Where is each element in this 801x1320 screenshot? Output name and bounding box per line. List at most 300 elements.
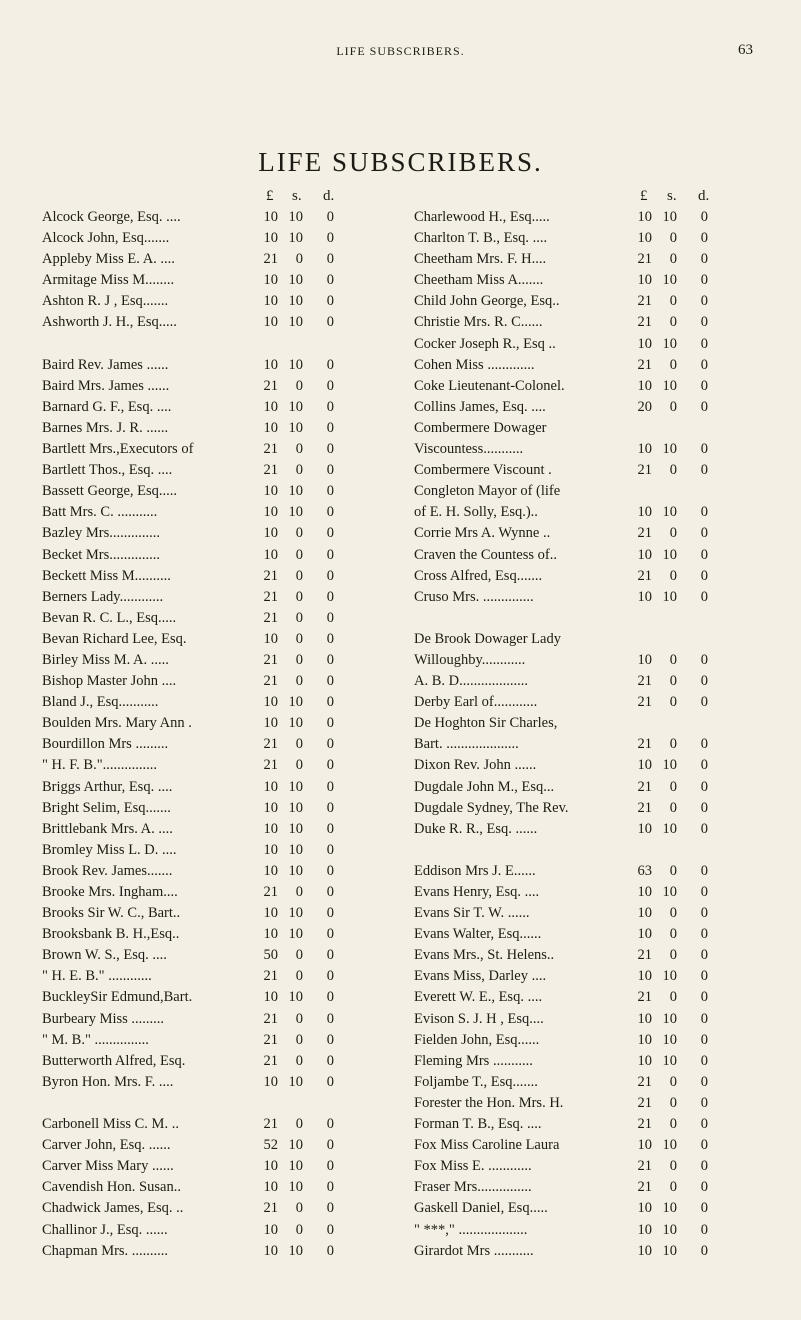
pounds-value: 21 (637, 1179, 652, 1196)
pounds-value: 10 (263, 630, 278, 647)
subscriber-entry (414, 1010, 762, 1031)
subscriber-name: Everett W. E., Esq. .... (414, 989, 543, 1006)
shillings-value: 10 (662, 1200, 677, 1217)
subscriber-entry (414, 1094, 762, 1115)
subscriber-name: Child John George, Esq.. (414, 293, 560, 310)
pence-value: 0 (326, 1116, 334, 1133)
shillings-value: 0 (295, 462, 303, 479)
pounds-value: 10 (263, 230, 278, 247)
pence-value: 0 (326, 251, 334, 268)
subscriber-name: Bart. .................... (414, 736, 519, 753)
shillings-value: 10 (662, 546, 677, 563)
subscriber-name: Fielden John, Esq...... (414, 1031, 540, 1048)
subscriber-name: Carbonell Miss C. M. .. (42, 1116, 179, 1133)
shillings-value: 10 (662, 441, 677, 458)
pounds-value: 10 (263, 356, 278, 373)
subscriber-name: Brooke Mrs. Ingham.... (42, 884, 178, 900)
subscriber-name: Bevan Richard Lee, Esq. (42, 630, 187, 647)
pence-value: 0 (700, 525, 708, 542)
subscriber-entry (42, 419, 376, 440)
subscriber-name: Alcock John, Esq....... (42, 230, 170, 247)
pence-value: 0 (326, 356, 334, 373)
subscriber-entry (42, 1031, 376, 1052)
shillings-value: 0 (295, 525, 303, 542)
subscriber-name: Dugdale John M., Esq... (414, 778, 555, 795)
subscriber-name: Cruso Mrs. .............. (414, 588, 534, 605)
shillings-value: 0 (669, 673, 677, 690)
pounds-value: 21 (637, 673, 652, 690)
pence-value: 0 (326, 1073, 334, 1090)
pounds-value: 10 (637, 441, 652, 458)
pence-value: 0 (326, 862, 334, 879)
subscriber-name: Congleton Mayor of (life (414, 483, 561, 500)
shillings-value: 0 (295, 1200, 303, 1217)
pence-value: 0 (326, 1200, 334, 1217)
pence-value: 0 (326, 1052, 334, 1069)
pounds-value: 10 (637, 884, 652, 900)
subscriber-name: Fraser Mrs............... (414, 1179, 532, 1196)
subscriber-entry (42, 1178, 376, 1199)
subscriber-entry (42, 377, 376, 398)
shillings-value: 0 (669, 230, 677, 247)
pound-header: £ (266, 188, 274, 204)
shillings-value: 10 (288, 419, 303, 436)
subscriber-entry (42, 862, 376, 883)
subscriber-name: Burbeary Miss ......... (42, 1010, 165, 1027)
subscriber-entry (414, 503, 762, 524)
subscriber-entry (414, 1115, 762, 1136)
shillings-value: 10 (288, 989, 303, 1006)
shillings-value: 0 (295, 630, 303, 647)
pounds-value: 21 (263, 757, 278, 774)
pounds-value: 10 (263, 905, 278, 922)
pounds-value: 21 (637, 314, 652, 331)
subscriber-entry (414, 271, 762, 292)
pounds-value: 10 (637, 905, 652, 922)
currency-header-right (414, 188, 762, 208)
subscriber-entry (414, 630, 762, 651)
pounds-value: 21 (637, 947, 652, 964)
shillings-value: 0 (295, 1221, 303, 1238)
pence-value: 0 (700, 926, 708, 943)
pence-value: 0 (326, 630, 334, 647)
subscriber-entry (42, 313, 376, 334)
subscriber-name: Bazley Mrs.............. (42, 525, 160, 542)
subscriber-name: Fleming Mrs ........... (414, 1052, 533, 1069)
pounds-value: 10 (637, 504, 652, 521)
subscriber-entry (42, 398, 376, 419)
subscriber-name: Baird Mrs. James ...... (42, 377, 170, 394)
subscriber-name: Forester the Hon. Mrs. H. (414, 1094, 564, 1111)
right-column (414, 188, 762, 1263)
pence-value: 0 (700, 293, 708, 310)
pounds-value: 21 (263, 1116, 278, 1133)
subscriber-name: Bevan R. C. L., Esq..... (42, 609, 177, 626)
subscriber-entry (42, 271, 376, 292)
pence-value: 0 (326, 694, 334, 711)
pounds-value: 10 (637, 757, 652, 774)
subscriber-entry (414, 419, 762, 440)
pence-header: d. (698, 188, 710, 204)
subscriber-name: Baird Rev. James ...... (42, 356, 169, 373)
subscriber-entry (42, 1073, 376, 1094)
subscriber-entry (414, 1157, 762, 1178)
pounds-value: 10 (263, 525, 278, 542)
pounds-value: 21 (263, 968, 278, 985)
subscriber-name: Bright Selim, Esq....... (42, 799, 171, 816)
subscriber-name: De Hoghton Sir Charles, (414, 715, 558, 732)
pounds-value: 10 (637, 335, 652, 352)
subscriber-entry (42, 967, 376, 988)
subscriber-name: Butterworth Alfred, Esq. (42, 1052, 186, 1069)
pounds-value: 10 (637, 1031, 652, 1048)
shillings-value: 0 (669, 1158, 677, 1175)
pence-value: 0 (326, 588, 334, 605)
pence-value: 0 (700, 335, 708, 352)
subscriber-entry (42, 756, 376, 777)
pounds-value: 10 (263, 1221, 278, 1238)
pence-value: 0 (700, 989, 708, 1006)
pence-value: 0 (700, 673, 708, 690)
shillings-value: 10 (288, 841, 303, 858)
shillings-value: 0 (669, 525, 677, 542)
pence-value: 0 (700, 209, 708, 225)
subscriber-name: Corrie Mrs A. Wynne .. (414, 525, 551, 542)
pound-header: £ (640, 188, 648, 204)
subscriber-name: Brown W. S., Esq. .... (42, 947, 167, 964)
pounds-value: 10 (637, 1221, 652, 1238)
shillings-value: 10 (662, 1221, 677, 1238)
shillings-value: 10 (288, 1073, 303, 1090)
subscriber-name: Craven the Countess of.. (414, 546, 557, 563)
pounds-value: 10 (637, 272, 652, 289)
shillings-value: 10 (662, 377, 677, 394)
subscriber-name: Girardot Mrs ........... (414, 1242, 534, 1259)
shilling-header: s. (667, 188, 677, 204)
pounds-value: 10 (637, 651, 652, 668)
pence-value: 0 (326, 947, 334, 964)
pounds-value: 10 (637, 1200, 652, 1217)
pounds-value: 21 (637, 736, 652, 753)
shillings-value: 0 (669, 778, 677, 795)
subscriber-entry (414, 1242, 762, 1263)
pounds-value: 10 (637, 588, 652, 605)
pence-value: 0 (326, 1137, 334, 1154)
subscriber-entry (42, 946, 376, 967)
subscriber-entry (42, 1242, 376, 1263)
left-column (42, 188, 376, 1263)
pounds-value: 21 (263, 462, 278, 479)
pence-value: 0 (326, 1010, 334, 1027)
subscriber-entry (414, 862, 762, 883)
subscriber-entry (414, 1221, 762, 1242)
shillings-value: 10 (288, 926, 303, 943)
subscriber-entry (42, 524, 376, 545)
subscriber-entry (42, 778, 376, 799)
pounds-value: 21 (263, 567, 278, 584)
pence-value: 0 (326, 546, 334, 563)
subscriber-name: Coke Lieutenant-Colonel. (414, 377, 565, 394)
shillings-value: 0 (295, 1010, 303, 1027)
page-number: 63 (738, 42, 753, 58)
pence-value: 0 (700, 799, 708, 816)
subscriber-name: Bourdillon Mrs ......... (42, 736, 169, 753)
subscriber-name: Birley Miss M. A. ..... (42, 651, 169, 668)
pence-value: 0 (326, 419, 334, 436)
pounds-value: 10 (263, 419, 278, 436)
pence-value: 0 (326, 314, 334, 331)
shillings-value: 10 (662, 588, 677, 605)
shillings-value: 10 (288, 778, 303, 795)
pounds-value: 10 (263, 820, 278, 837)
subscriber-name: Alcock George, Esq. .... (42, 209, 181, 225)
pounds-value: 10 (263, 272, 278, 289)
pounds-value: 21 (263, 251, 278, 268)
pence-value: 0 (700, 1073, 708, 1090)
subscriber-name: Ashton R. J , Esq....... (42, 293, 169, 310)
subscriber-entry (414, 714, 762, 735)
subscriber-entry (42, 229, 376, 250)
subscriber-name: Bassett George, Esq..... (42, 483, 178, 500)
pounds-value: 50 (263, 947, 278, 964)
pounds-value: 21 (263, 609, 278, 626)
subscriber-name: Gaskell Daniel, Esq..... (414, 1200, 548, 1217)
subscriber-entry (42, 609, 376, 630)
shillings-value: 10 (662, 272, 677, 289)
shillings-value: 0 (295, 884, 303, 900)
shillings-value: 0 (295, 968, 303, 985)
pounds-value: 21 (637, 251, 652, 268)
pounds-value: 21 (263, 377, 278, 394)
subscriber-entry (42, 208, 376, 229)
shillings-value: 0 (669, 694, 677, 711)
subscriber-name: Christie Mrs. R. C...... (414, 314, 543, 331)
pence-value: 0 (700, 694, 708, 711)
shillings-value: 0 (669, 799, 677, 816)
shilling-header: s. (292, 188, 302, 204)
shillings-value: 10 (662, 1052, 677, 1069)
shillings-value: 10 (662, 1031, 677, 1048)
shillings-value: 0 (669, 462, 677, 479)
subscriber-name: Chapman Mrs. .......... (42, 1242, 169, 1259)
subscriber-name: Collins James, Esq. .... (414, 398, 546, 415)
pounds-value: 10 (263, 799, 278, 816)
pounds-value: 10 (263, 314, 278, 331)
shillings-value: 10 (662, 884, 677, 900)
pence-value: 0 (326, 757, 334, 774)
pounds-value: 10 (263, 862, 278, 879)
pounds-value: 21 (637, 356, 652, 373)
pounds-value: 52 (263, 1137, 278, 1154)
shillings-value: 0 (669, 1073, 677, 1090)
subscriber-entry (414, 756, 762, 777)
subscriber-entry (42, 735, 376, 756)
subscriber-name: Bartlett Mrs.,Executors of (42, 441, 194, 458)
shillings-value: 0 (669, 1179, 677, 1196)
pounds-value: 21 (637, 462, 652, 479)
pence-value: 0 (326, 778, 334, 795)
shillings-value: 10 (288, 799, 303, 816)
subscriber-name: Fox Miss Caroline Laura (414, 1137, 560, 1154)
shillings-value: 0 (669, 926, 677, 943)
pounds-value: 10 (263, 694, 278, 711)
subscriber-name: Cavendish Hon. Susan.. (42, 1179, 181, 1196)
pence-value: 0 (326, 1242, 334, 1259)
pence-value: 0 (326, 483, 334, 500)
subscriber-name: Brooksbank B. H.,Esq.. (42, 926, 180, 943)
pounds-value: 21 (263, 884, 278, 900)
subscriber-name: Byron Hon. Mrs. F. .... (42, 1073, 174, 1090)
pounds-value: 21 (637, 1158, 652, 1175)
subscriber-name: Ashworth J. H., Esq..... (42, 314, 177, 331)
subscriber-entry (414, 946, 762, 967)
pounds-value: 21 (637, 694, 652, 711)
subscriber-entry (414, 735, 762, 756)
pence-value: 0 (700, 567, 708, 584)
pounds-value: 10 (263, 1179, 278, 1196)
subscriber-name: Charlton T. B., Esq. .... (414, 230, 548, 247)
shillings-value: 10 (288, 209, 303, 225)
subscriber-entry (42, 799, 376, 820)
subscriber-entry (414, 1178, 762, 1199)
pounds-value: 21 (637, 778, 652, 795)
pounds-value: 10 (263, 483, 278, 500)
shillings-value: 0 (669, 947, 677, 964)
shillings-value: 10 (288, 483, 303, 500)
shillings-value: 10 (288, 398, 303, 415)
pence-value: 0 (326, 525, 334, 542)
subscriber-name: Challinor J., Esq. ...... (42, 1221, 168, 1238)
subscriber-name: Bartlett Thos., Esq. .... (42, 462, 173, 479)
subscriber-entry (414, 1052, 762, 1073)
running-title: LIFE SUBSCRIBERS. (336, 44, 465, 58)
shillings-value: 0 (669, 736, 677, 753)
subscriber-entry (414, 292, 762, 313)
pence-value: 0 (700, 884, 708, 900)
shillings-value: 10 (662, 968, 677, 985)
pounds-value: 21 (637, 1116, 652, 1133)
pounds-value: 21 (263, 1010, 278, 1027)
pounds-value: 21 (637, 799, 652, 816)
subscriber-entry (414, 1136, 762, 1157)
shillings-value: 0 (295, 673, 303, 690)
pence-value: 0 (326, 820, 334, 837)
subscriber-entry (414, 967, 762, 988)
subscriber-name: Barnes Mrs. J. R. ...... (42, 419, 169, 436)
pence-value: 0 (326, 989, 334, 1006)
pence-value: 0 (700, 947, 708, 964)
pence-value: 0 (326, 926, 334, 943)
pence-value: 0 (700, 757, 708, 774)
pounds-value: 21 (263, 1200, 278, 1217)
pounds-value: 21 (263, 1052, 278, 1069)
subscriber-entry (414, 250, 762, 271)
subscriber-name: Bland J., Esq........... (42, 694, 159, 711)
subscriber-name: Appleby Miss E. A. .... (42, 251, 175, 268)
pence-value: 0 (326, 609, 334, 626)
subscriber-name: Carver Miss Mary ...... (42, 1158, 174, 1175)
subscriber-name: Evans Mrs., St. Helens.. (414, 947, 555, 964)
subscriber-entry (414, 440, 762, 461)
subscriber-name: Eddison Mrs J. E...... (414, 862, 536, 879)
subscriber-entry (414, 229, 762, 250)
shillings-value: 0 (295, 947, 303, 964)
pounds-value: 21 (637, 1094, 652, 1111)
subscriber-entry (414, 356, 762, 377)
pounds-value: 63 (637, 862, 652, 879)
pence-value: 0 (326, 799, 334, 816)
subscriber-entry (414, 524, 762, 545)
running-head (0, 44, 801, 64)
subscriber-entry (414, 482, 762, 503)
shillings-value: 0 (295, 609, 303, 626)
shillings-value: 10 (662, 757, 677, 774)
subscriber-entry (42, 292, 376, 313)
shillings-value: 10 (288, 293, 303, 310)
subscriber-entry (414, 651, 762, 672)
pence-value: 0 (326, 398, 334, 415)
subscriber-entry (42, 1199, 376, 1220)
pence-value: 0 (700, 820, 708, 837)
shillings-value: 10 (288, 715, 303, 732)
subscriber-entry (42, 925, 376, 946)
pounds-value: 10 (263, 715, 278, 732)
subscriber-name: Cross Alfred, Esq....... (414, 567, 543, 584)
pounds-value: 10 (263, 504, 278, 521)
subscriber-name: Cocker Joseph R., Esq .. (414, 335, 556, 352)
subscriber-name: " M. B." ............... (42, 1031, 149, 1048)
shillings-value: 0 (295, 546, 303, 563)
shillings-value: 0 (669, 314, 677, 331)
pence-value: 0 (700, 441, 708, 458)
pence-value: 0 (326, 567, 334, 584)
subscriber-name: Bishop Master John .... (42, 673, 177, 690)
subscriber-entry (414, 588, 762, 609)
subscriber-entry (414, 377, 762, 398)
subscriber-name: Chadwick James, Esq. .. (42, 1200, 184, 1217)
shillings-value: 10 (288, 272, 303, 289)
pounds-value: 21 (637, 525, 652, 542)
shillings-value: 10 (288, 504, 303, 521)
shillings-value: 0 (669, 989, 677, 1006)
pence-value: 0 (700, 314, 708, 331)
pounds-value: 10 (263, 209, 278, 225)
pence-header: d. (323, 188, 335, 204)
subscriber-name: Barnard G. F., Esq. .... (42, 398, 172, 415)
pence-value: 0 (700, 356, 708, 373)
pence-value: 0 (700, 1052, 708, 1069)
pence-value: 0 (326, 272, 334, 289)
subscriber-name: Combermere Viscount . (414, 462, 552, 479)
pence-value: 0 (700, 398, 708, 415)
subscriber-name: A. B. D................... (414, 673, 528, 690)
subscriber-name: " H. E. B." ............ (42, 968, 152, 985)
shillings-value: 0 (295, 588, 303, 605)
shillings-value: 0 (669, 1116, 677, 1133)
pounds-value: 10 (263, 841, 278, 858)
shillings-value: 0 (669, 1094, 677, 1111)
subscriber-name: Cohen Miss ............. (414, 356, 535, 373)
subscriber-name: Batt Mrs. C. ........... (42, 504, 158, 521)
pence-value: 0 (700, 230, 708, 247)
shillings-value: 0 (295, 651, 303, 668)
pounds-value: 10 (263, 398, 278, 415)
pounds-value: 21 (637, 1073, 652, 1090)
pounds-value: 10 (637, 1137, 652, 1154)
shillings-value: 10 (288, 230, 303, 247)
subscriber-entry (414, 778, 762, 799)
pence-value: 0 (326, 673, 334, 690)
